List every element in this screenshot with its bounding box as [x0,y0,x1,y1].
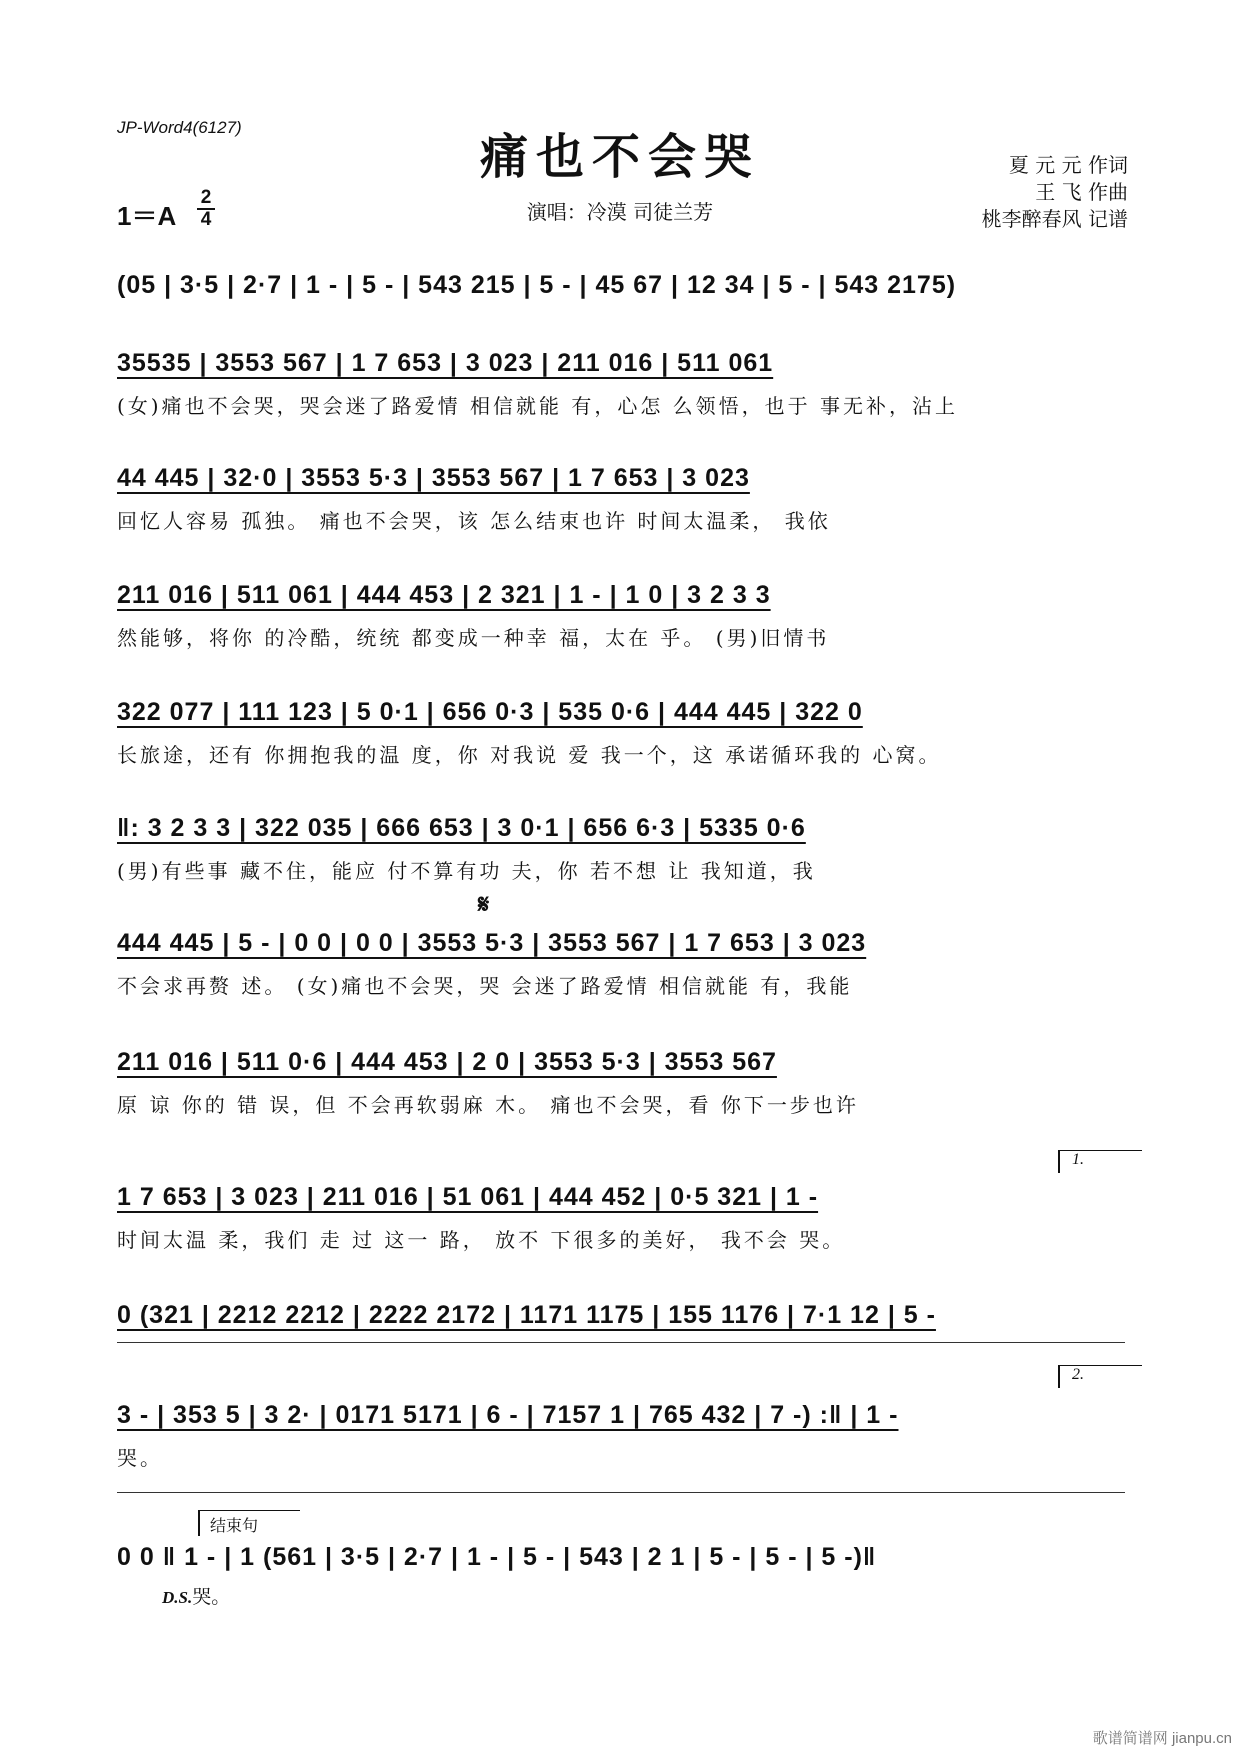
notes-line: ‖: 3 2 3 3 | 322 035 | 666 653 | 3 0·1 | 656 6·3 | 5335 0·6 [117,813,806,842]
notes-line: 3 - | 353 5 | 3 2· | 0171 5171 | 6 - | 7157 1 | 765 432 | 7 -) :‖ | 1 - [117,1400,899,1429]
key-signature: 1＝A [117,201,177,231]
software-label: JP-Word4(6127) [117,118,242,137]
ending-label: 结束句 [198,1510,300,1536]
time-bottom: 4 [200,209,212,230]
notes-line: 211 016 | 511 061 | 444 453 | 2 321 | 1 - | 1 0 | 3 2 3 3 [117,580,771,609]
lyrics-line: 哭。 [117,1446,163,1470]
notes-line: 1 7 653 | 3 023 | 211 016 | 51 061 | 444 452 | 0·5 321 | 1 - [117,1182,819,1211]
song-title: 痛也不会哭 [479,129,760,185]
ds-text: D.S. [162,1588,193,1607]
lyrics-line: 原 谅 你的 错 误，但 不会再软弱麻 木。 痛也不会哭，看 你下一步也许 [117,1093,859,1117]
notes-line: 0 (321 | 2212 2212 | 2222 2172 | 1171 1175 | 155 1176 | 7·1 12 | 5 - [117,1300,936,1329]
lyricist: 夏 元 元 作词 [1008,153,1128,177]
singers: 演唱：冷漠 司徒兰芳 [526,200,714,224]
composer: 王 飞 作曲 [1035,180,1128,204]
notes-line: 444 445 | 5 - | 0 0 | 0 0 | 3553 5·3 | 3553 567 | 1 7 653 | 3 023 [117,928,867,957]
volta-1: 1. [1058,1150,1142,1173]
notes-line: 322 077 | 111 123 | 5 0·1 | 656 0·3 | 535 0·6 | 444 445 | 322 0 [117,697,863,726]
lyrics-line: (男)有些事 藏不住，能应 付不算有功 夫，你 若不想 让 我知道，我 [117,859,816,883]
ds-mark [162,1582,230,1609]
lyrics-line: 回忆人容易 孤独。 痛也不会哭，该 怎么结束也许 时间太温柔， 我依 [117,509,831,533]
volta-2: 2. [1058,1365,1142,1388]
time-top: 2 [200,187,212,208]
lyrics-line: 然能够，将你 的冷酷，统统 都变成一种幸 福，太在 乎。 (男)旧情书 [117,626,830,650]
notes-line: 44 445 | 32·0 | 3553 5·3 | 3553 567 | 1 7 653 | 3 023 [117,463,750,492]
system-separator [117,1492,1125,1493]
lyrics-line: 长旅途，还有 你拥抱我的温 度，你 对我说 爱 我一个，这 承诺循环我的 心窝。 [117,743,942,767]
segno-mark: 𝄋 [478,890,490,920]
transcriber: 桃李醉春风 记谱 [981,207,1128,231]
lyrics-line: 时间太温 柔，我们 走 过 这一 路， 放不 下很多的美好， 我不会 哭。 [117,1228,846,1252]
system-separator [117,1342,1125,1343]
notes-line: 35535 | 3553 567 | 1 7 653 | 3 023 | 211 016 | 511 061 [117,348,774,377]
ds-lyric: 哭。 [192,1586,231,1608]
watermark: 歌谱简谱网 jianpu.cn [1092,1730,1232,1747]
notes-line: 211 016 | 511 0·6 | 444 453 | 2 0 | 3553 5·3 | 3553 567 [117,1047,777,1076]
lyrics-line: (女)痛也不会哭，哭会迷了路爱情 相信就能 有，心怎 么领悟，也于 事无补，沾上 [117,394,959,418]
lyrics-line: 不会求再赘 述。 (女)痛也不会哭，哭 会迷了路爱情 相信就能 有，我能 [117,974,853,998]
notes-line: (05 | 3·5 | 2·7 | 1 - | 5 - | 543 215 | 5 - | 45 67 | 12 34 | 5 - | 543 2175) [117,270,957,299]
notes-line: 0 0 ‖ 1 - | 1 (561 | 3·5 | 2·7 | 1 - | 5 - | 543 | 2 1 | 5 - | 5 - | 5 -)‖ [117,1542,877,1571]
